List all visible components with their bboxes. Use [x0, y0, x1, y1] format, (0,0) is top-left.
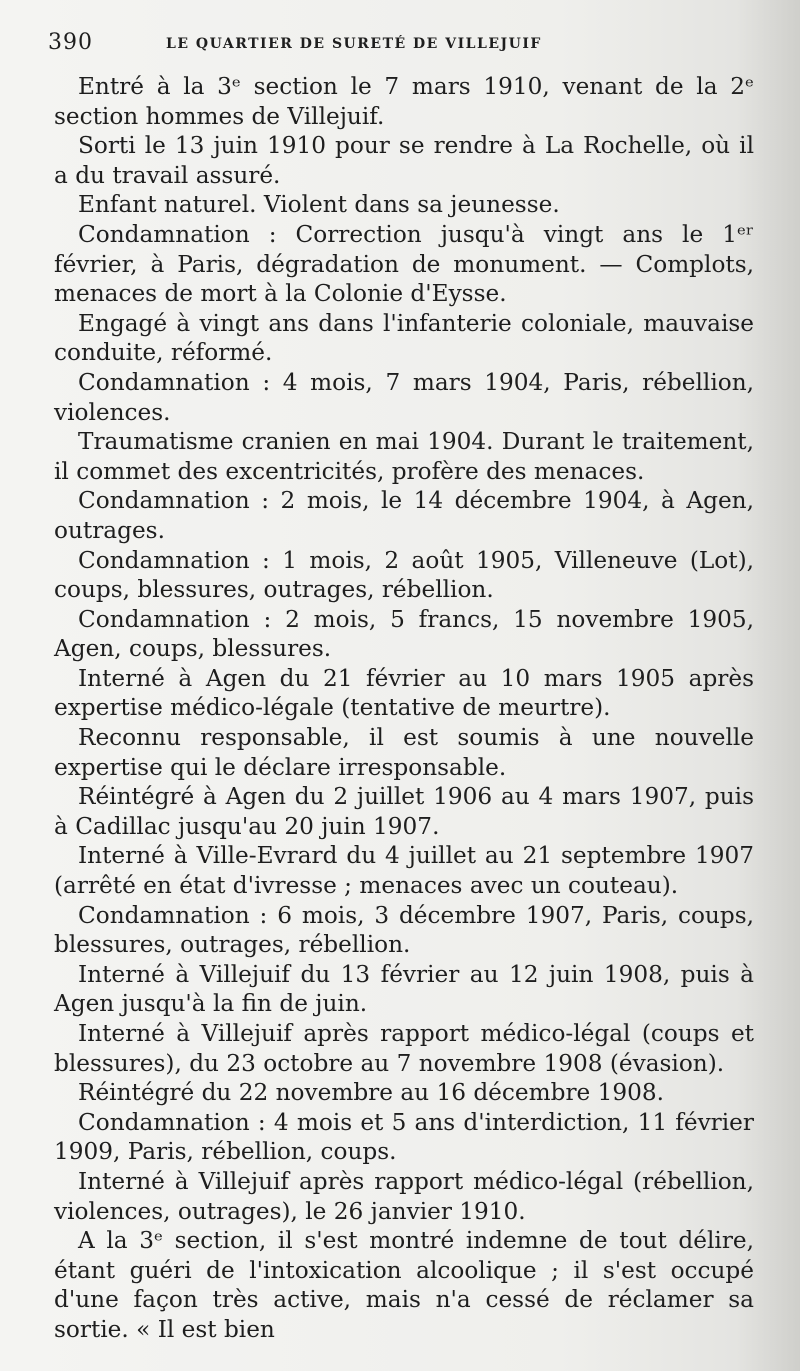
paragraph-conviction-1905-august: Condamnation : 1 mois, 2 août 1905, Villeneuve (Lot), coups, blessures, outrages, rébellion. [54, 546, 754, 604]
paragraph-trauma: Traumatisme cranien en mai 1904. Durant le traitement, il commet des excentricités, profère des menaces. [54, 428, 754, 485]
paragraph-enlistment: Engagé à vingt ans dans l'infanterie coloniale, mauvaise conduite, réformé. [54, 309, 754, 367]
paragraph-conviction-1905-november: Condamnation : 2 mois, 5 francs, 15 novembre 1905, Agen, coups, blessures. [54, 605, 754, 663]
paragraph-conviction-correction: Condamnation : Correction jusqu'à vingt ans le 1ᵉʳ février, à Paris, dégradation de monument. — Complots, menaces de mort à la Colonie d'Eysse. [54, 220, 754, 308]
paragraph-conviction-1909: Condamnation : 4 mois et 5 ans d'interdiction, 11 février 1909, Paris, rébellion, coups. [54, 1108, 754, 1166]
running-title: LE QUARTIER DE SURETÉ DE VILLEJUIF [166, 36, 542, 52]
paragraph-internment-agen-1905: Interné à Agen du 21 février au 10 mars 1905 après expertise médico-légale (tentative de meurtre). [54, 664, 754, 722]
paragraph-conviction-1907: Condamnation : 6 mois, 3 décembre 1907, Paris, coups, blessures, outrages, rébellion. [54, 901, 754, 959]
paragraph-expertise: Reconnu responsable, il est soumis à une nouvelle expertise qui le déclare irresponsable. [54, 724, 754, 781]
paragraph-transfer: Entré à la 3ᵉ section le 7 mars 1910, venant de la 2ᵉ section hommes de Villejuif. [54, 73, 754, 130]
body-text [54, 72, 754, 1345]
page-header [48, 30, 758, 66]
paragraph-internment-villejuif-evasion: Interné à Villejuif après rapport médico-légal (coups et blessures), du 23 octobre au 7 novembre 1908 (évasion). [54, 1020, 754, 1077]
paragraph-conviction-1904-december: Condamnation : 2 mois, le 14 décembre 1904, à Agen, outrages. [54, 487, 754, 544]
page-number: 390 [48, 30, 93, 55]
paragraph-third-section-observation: A la 3ᵉ section, il s'est montré indemne de tout délire, étant guéri de l'intoxication alcoolique ; il s'est occupé d'une façon très active, mais n'a cessé de réclamer sa sortie. « Il est bien [54, 1227, 754, 1343]
paragraph-conviction-1904-march: Condamnation : 4 mois, 7 mars 1904, Paris, rébellion, violences. [54, 368, 754, 426]
paragraph-release: Sorti le 13 juin 1910 pour se rendre à La Rochelle, où il a du travail assuré. [54, 132, 754, 189]
paragraph-background: Enfant naturel. Violent dans sa jeunesse. [78, 191, 560, 219]
paragraph-internment-villejuif-1910: Interné à Villejuif après rapport médico-légal (rébellion, violences, outrages), le 26 janvier 1910. [54, 1167, 754, 1225]
paragraph-internment-villejuif-1908: Interné à Villejuif du 13 février au 12 juin 1908, puis à Agen jusqu'à la fin de juin. [54, 960, 754, 1018]
paragraph-reintegration-agen: Réintégré à Agen du 2 juillet 1906 au 4 mars 1907, puis à Cadillac jusqu'au 20 juin 1907. [54, 783, 754, 840]
paragraph-reintegration-1908: Réintégré du 22 novembre au 16 décembre 1908. [78, 1079, 665, 1107]
paragraph-internment-ville-evrard: Interné à Ville-Evrard du 4 juillet au 21 septembre 1907 (arrêté en état d'ivresse ; menaces avec un couteau). [54, 842, 754, 900]
